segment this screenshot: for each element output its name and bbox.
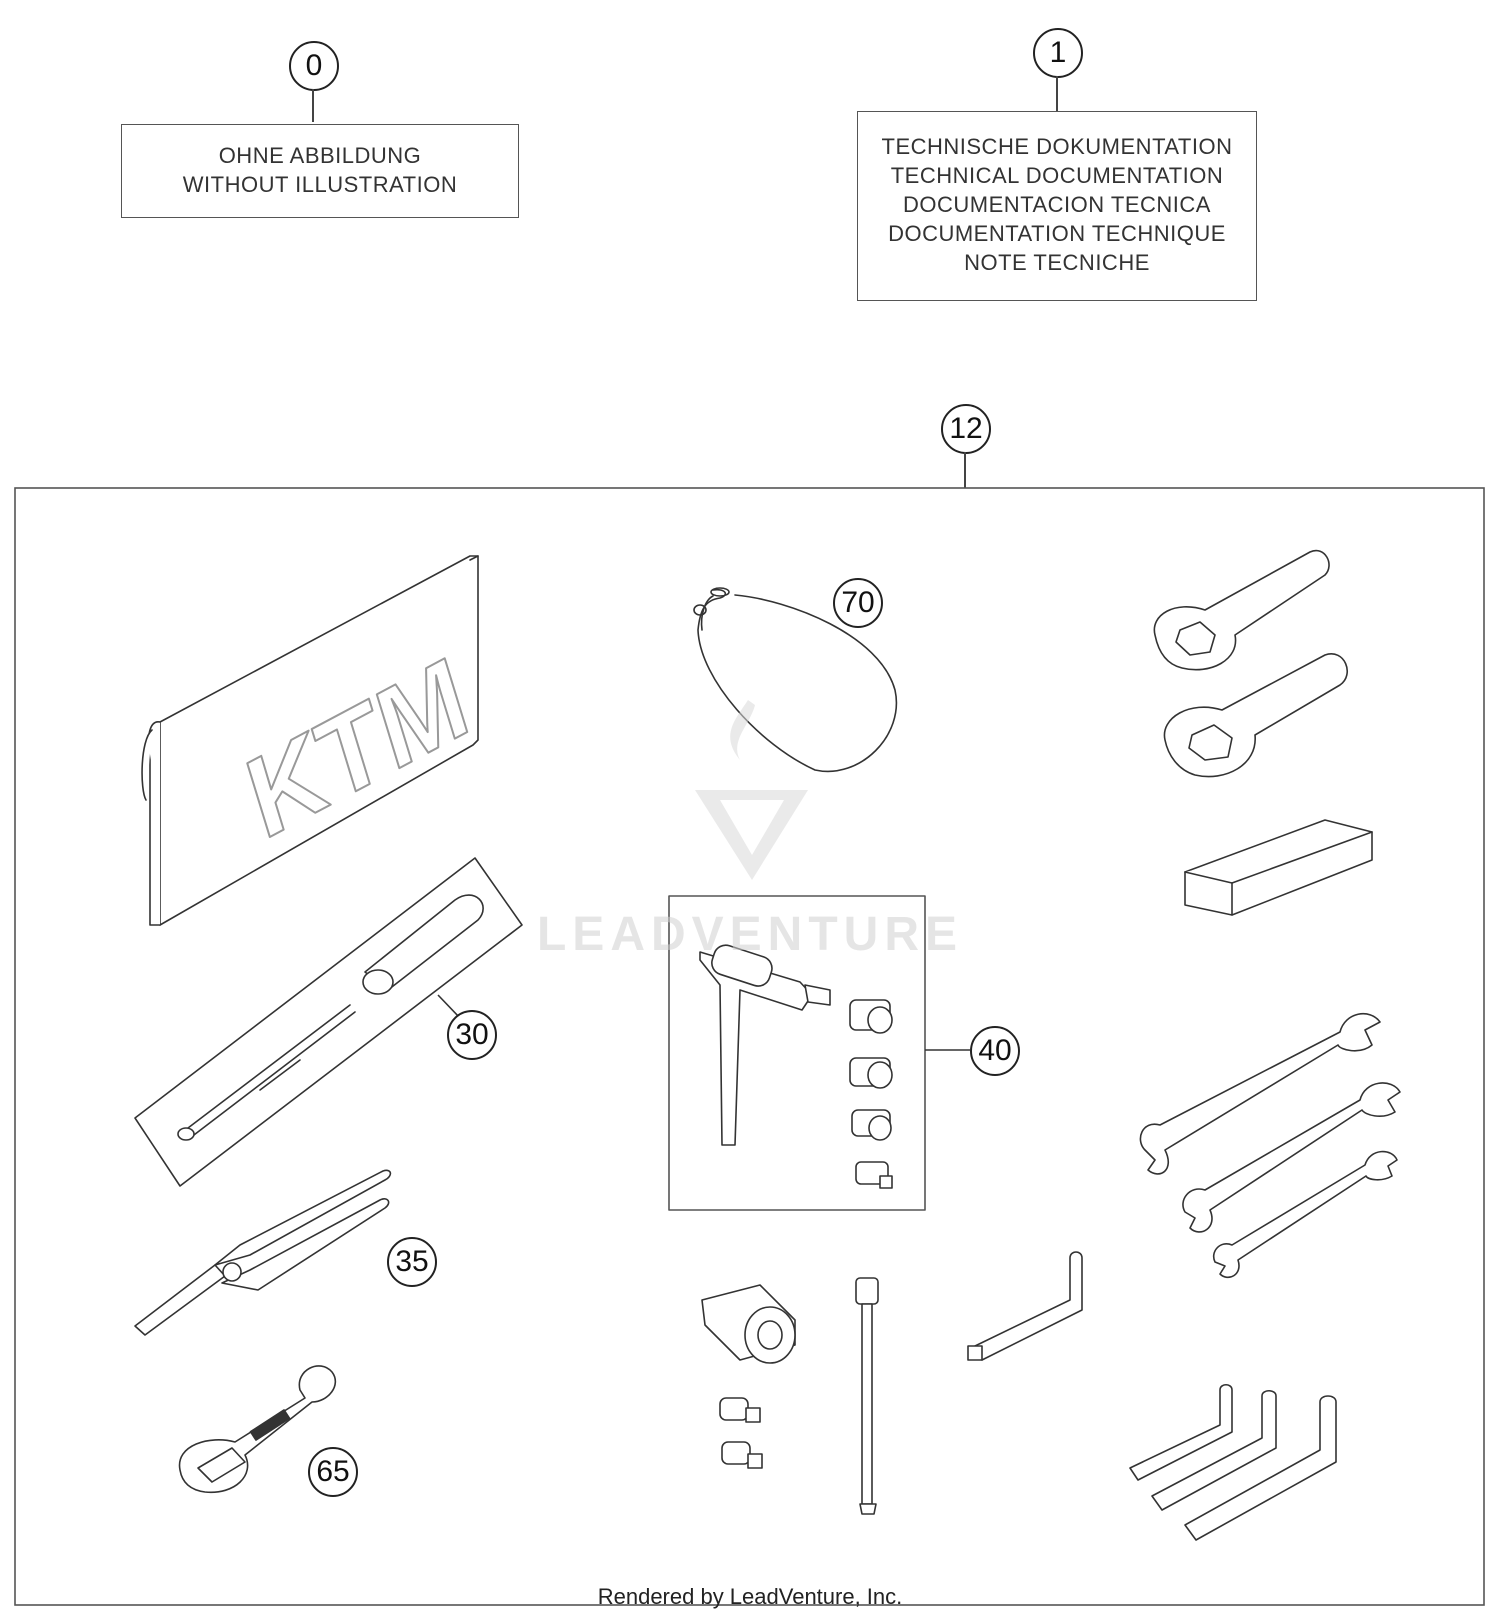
- callout-65[interactable]: 65: [308, 1447, 358, 1497]
- callout-0[interactable]: 0: [289, 41, 339, 91]
- callout-35[interactable]: 35: [387, 1237, 437, 1287]
- open-end-wrench-1: [1140, 1014, 1380, 1174]
- l-hex-key: [968, 1252, 1082, 1360]
- bit-adaptors: [720, 1398, 762, 1468]
- label-line: OHNE ABBILDUNG: [218, 143, 422, 168]
- tool-bag: [142, 556, 492, 925]
- label-line: NOTE TECNICHE: [964, 250, 1150, 275]
- label-line: WITHOUT ILLUSTRATION: [182, 172, 458, 197]
- t-handle-hex-key: [700, 942, 830, 1145]
- label-line: DOCUMENTACION TECNICA: [903, 192, 1211, 217]
- bag-logo-text: KTM: [221, 638, 490, 860]
- label-line: DOCUMENTATION TECHNIQUE: [888, 221, 1226, 246]
- extension-bar: [856, 1278, 878, 1514]
- watermark-text: LEADVENTURE: [536, 908, 964, 961]
- callout-70[interactable]: 70: [833, 578, 883, 628]
- callout-12[interactable]: 12: [941, 404, 991, 454]
- callout-40[interactable]: 40: [970, 1026, 1020, 1076]
- pliers: [135, 1170, 390, 1335]
- ring-spanner-1: [1154, 551, 1329, 670]
- ring-spanner-2: [1164, 654, 1347, 777]
- footer-credit: Rendered by LeadVenture, Inc.: [597, 1584, 903, 1609]
- tire-lever-block: [1185, 820, 1372, 915]
- bit-sockets: [850, 1000, 892, 1188]
- large-socket: [702, 1285, 795, 1363]
- label-line: TECHNICAL DOCUMENTATION: [890, 163, 1224, 188]
- label-line: TECHNISCHE DOKUMENTATION: [881, 134, 1233, 159]
- callout-30[interactable]: 30: [447, 1010, 497, 1060]
- callout-1[interactable]: 1: [1033, 28, 1083, 78]
- allen-key-set: [1130, 1385, 1336, 1540]
